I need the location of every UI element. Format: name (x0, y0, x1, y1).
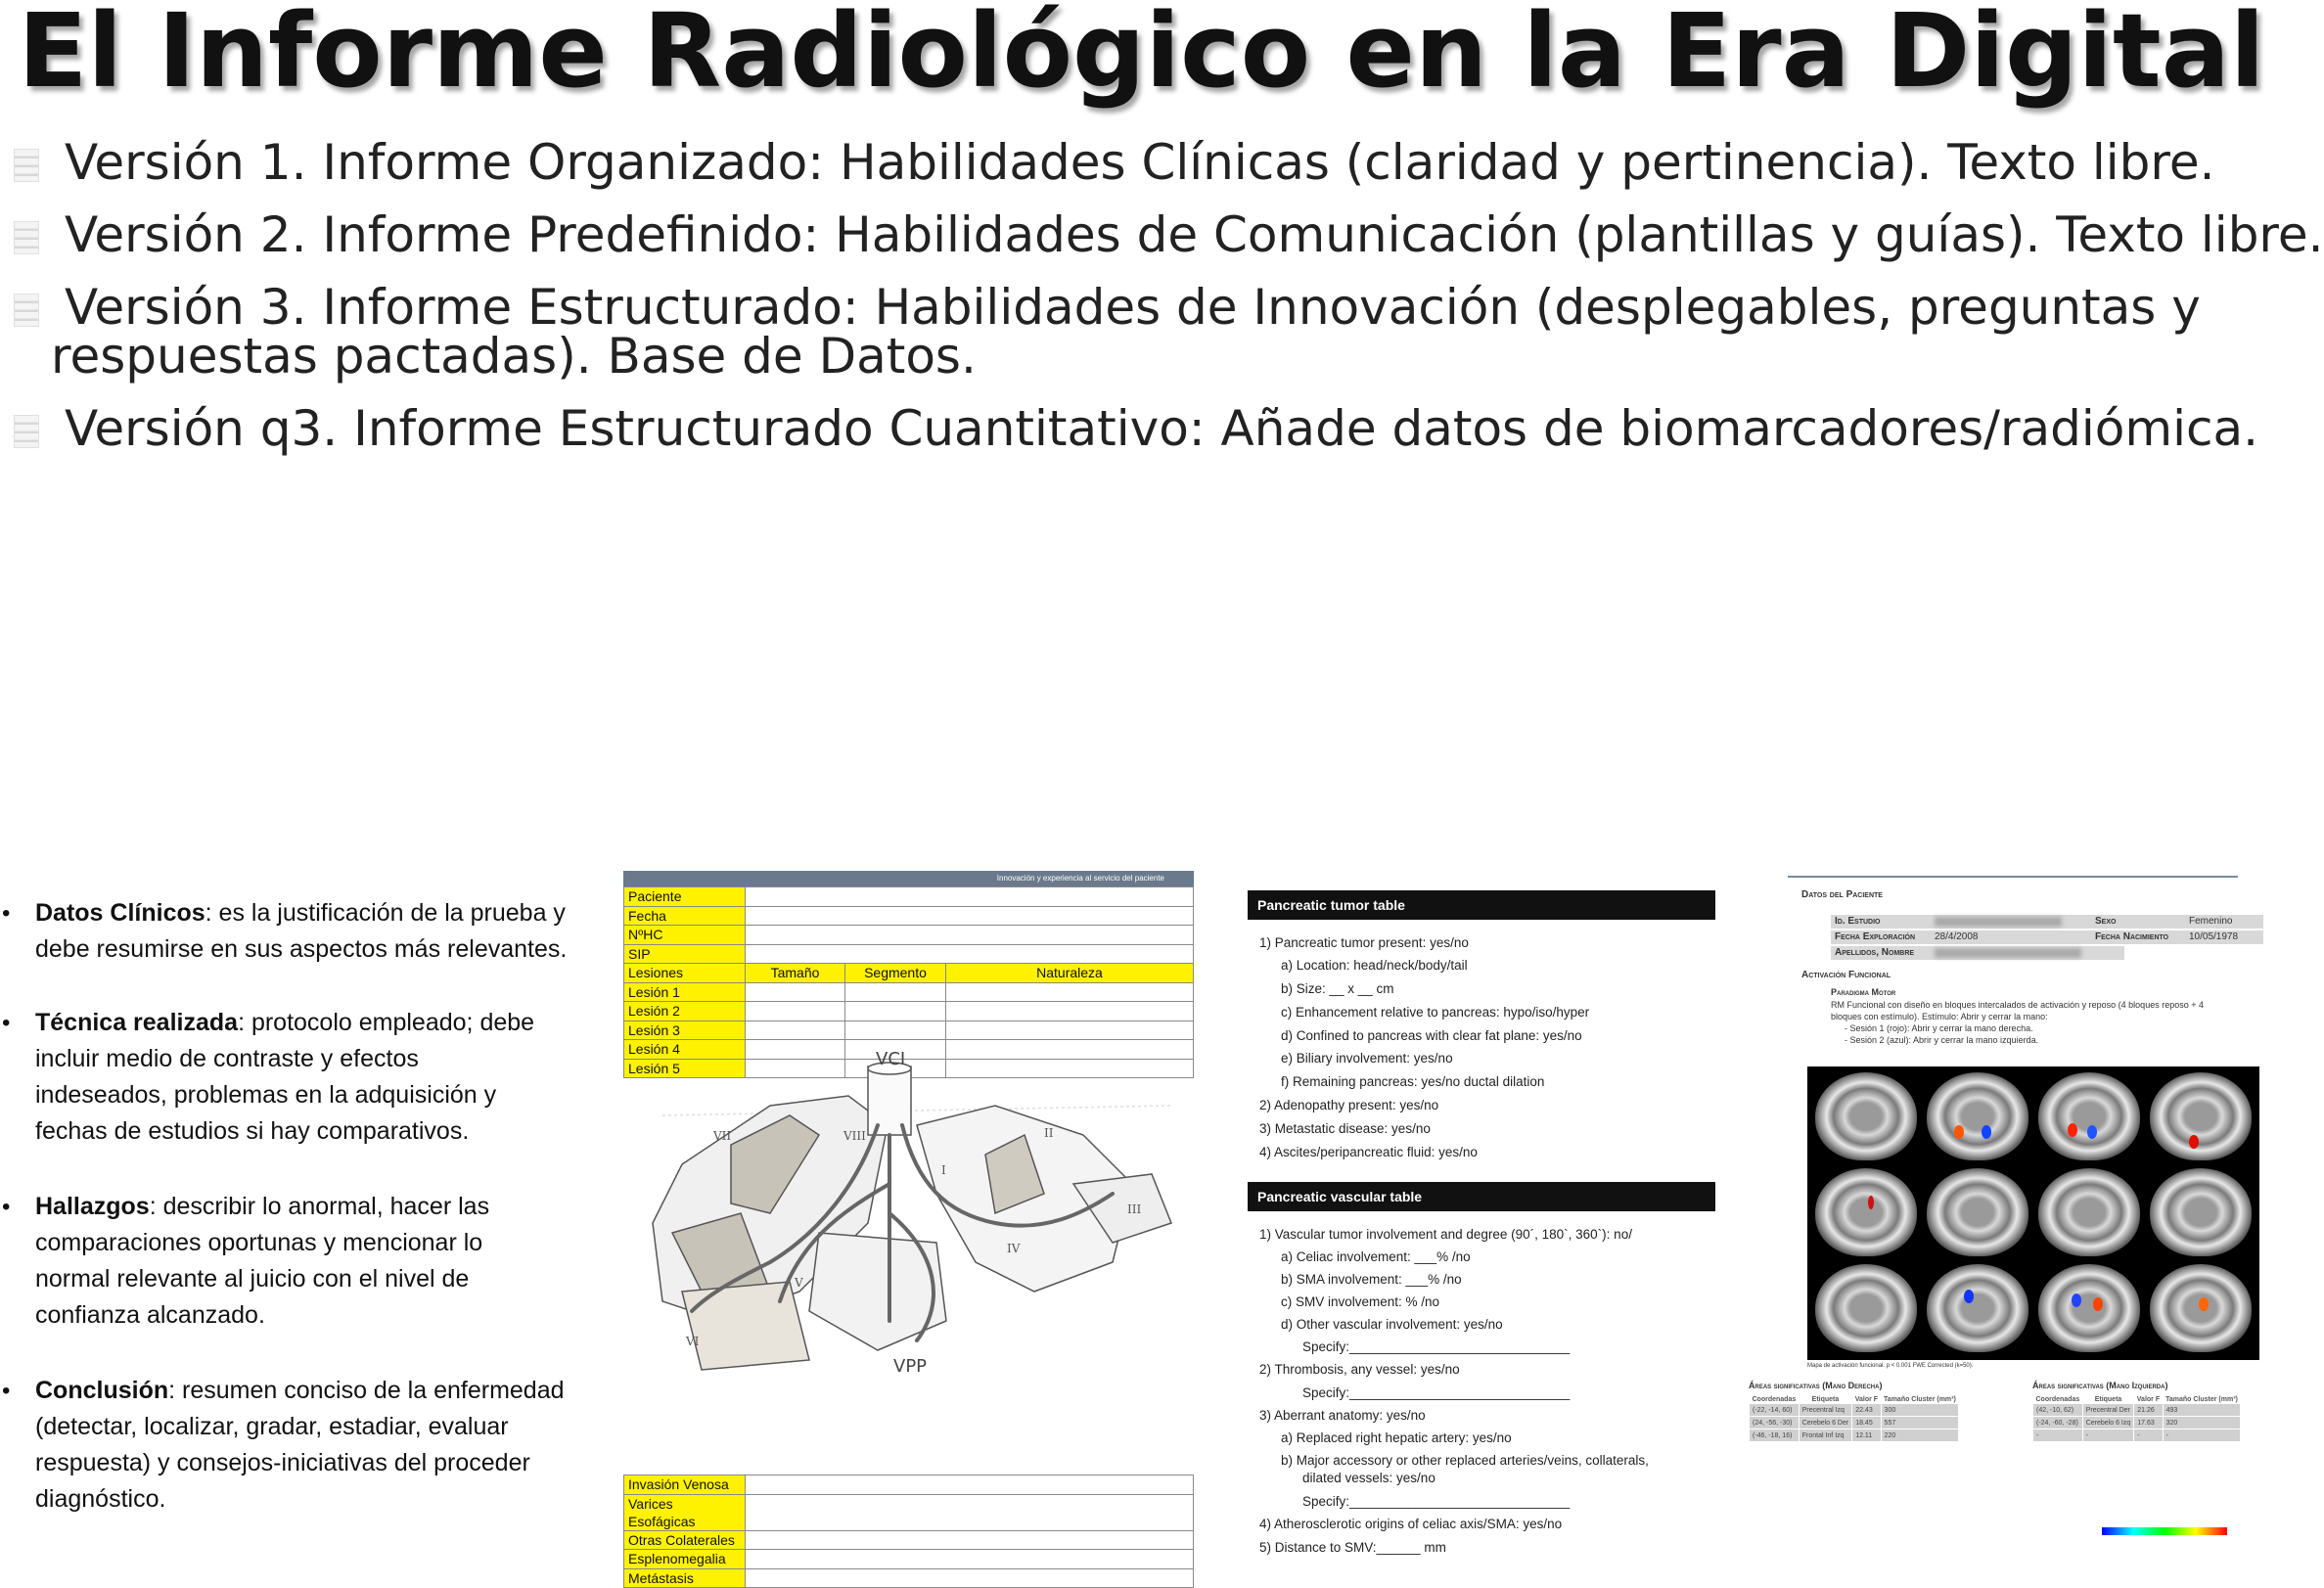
field-label-name: Apellidos, Nombre (1835, 947, 1915, 958)
vascular-line: d) Other vascular involvement: yes/no (1281, 1317, 1503, 1332)
vascular-line: Specify:______________________________ (1302, 1385, 1571, 1400)
form-label-sip: SIP (624, 944, 746, 964)
bullet-dot-icon: • (2, 1010, 11, 1036)
vascular-line: c) SMV involvement: % /no (1281, 1294, 1440, 1309)
vascular-line: 2) Thrombosis, any vessel: yes/no (1259, 1362, 1460, 1377)
segment-label: V (795, 1276, 803, 1290)
bullet-version-q3: Versión q3. Informe Estructurado Cuantitativo: Añade datos de biomarcadores/radiómica. (65, 400, 2259, 457)
field-value-birthdate: 10/05/1978 (2189, 931, 2239, 942)
form-cell[interactable] (746, 1475, 1194, 1495)
form-label-patient: Paciente (624, 887, 746, 907)
field-value-exam-date: 28/4/2008 (1935, 931, 1979, 942)
fmri-brain-grid (1807, 1066, 2259, 1360)
form-label-lesion-1: Lesión 1 (624, 982, 746, 1002)
tumor-line: d) Confined to pancreas with clear fat plane: yes/no (1281, 1028, 1582, 1043)
form-field-sip[interactable] (746, 944, 1194, 964)
vascular-line: dilated vessels: yes/no (1302, 1471, 1435, 1485)
slide-title: El Informe Radiológico en la Era Digital (18, 0, 2265, 111)
vascular-line: 1) Vascular tumor involvement and degree (90´, 180`, 360`): no/ (1259, 1227, 1632, 1242)
form-cell[interactable] (746, 1550, 1194, 1569)
vascular-line: a) Replaced right hepatic artery: yes/no (1281, 1430, 1512, 1445)
report-sections-panel (0, 895, 607, 1531)
form-label-venous-invasion: Invasión Venosa (624, 1475, 746, 1495)
paradigm-header: Paradigma Motor (1831, 987, 1896, 997)
table-left-hand: Coordenadas Etiqueta Valor F Tamaño Cluster (mm³) (42, -10, 62) Precentral Der 21.26 493 (-24, -60, -28) Cerebelo 6 Izq 17.63 320 - - - - (2032, 1396, 2241, 1442)
field-label-sex: Sexo (2095, 916, 2117, 927)
activation-colorbar (2101, 1526, 2228, 1536)
form-cell[interactable] (946, 1040, 1194, 1060)
redacted-name (1935, 948, 2081, 958)
form-cell[interactable] (845, 1021, 946, 1040)
form-cell[interactable] (845, 982, 946, 1002)
form-cell[interactable] (746, 1021, 845, 1040)
diagram-label-vpp: VPP (893, 1356, 928, 1377)
quantitative-report-panel (1749, 876, 2283, 1573)
form-col-segment: Segmento (845, 964, 946, 983)
tumor-line: 4) Ascites/peripancreatic fluid: yes/no (1259, 1145, 1478, 1159)
section-clinical-data: • Datos Clínicos: es la justificación de la prueba y debe resumirse en sus aspectos más relevantes. (35, 895, 603, 968)
form-cell[interactable] (746, 1494, 1194, 1530)
form-label-splenomegaly: Esplenomegalia (624, 1550, 746, 1569)
form-cell[interactable] (746, 1530, 1194, 1550)
vascular-line: b) Major accessory or other replaced arteries/veins, collaterals, (1281, 1453, 1649, 1468)
vascular-line: 4) Atherosclerotic origins of celiac axis/SMA: yes/no (1259, 1517, 1563, 1531)
form-field-hc[interactable] (746, 926, 1194, 945)
form-cell[interactable] (946, 1002, 1194, 1021)
paradigm-description: RM Funcional con diseño en bloques intercalados de activación y reposo (4 bloques reposo + 4 (1831, 1000, 2204, 1010)
figure-caption: Mapa de activación funcional. p < 0.001 FWE Corrected (k=50). (1807, 1363, 1974, 1369)
form-cell[interactable] (946, 982, 1194, 1002)
form-label-esophageal-varices: Varices Esofágicas (624, 1494, 746, 1530)
segment-label: VI (686, 1335, 700, 1348)
patient-data-header: Datos del Paciente (1801, 889, 1883, 900)
form-label-lesions: Lesiones (624, 964, 746, 983)
paradigm-description: bloques con estímulo). Estímulo: Abrir y cerrar la mano: (1831, 1012, 2048, 1021)
bullet-dot-icon: • (2, 1194, 11, 1220)
segment-label: VIII (843, 1129, 866, 1143)
field-label-exam-date: Fecha Exploración (1835, 931, 1916, 942)
section-findings: • Hallazgos: describir lo anormal, hacer las comparaciones oportunas y mencionar lo normal relevante al juicio con el nivel de confianza alcanzado. (35, 1189, 603, 1334)
field-label-study-id: Id. Estudio (1835, 916, 1881, 927)
vascular-line: Specify:______________________________ (1302, 1494, 1571, 1509)
form-col-nature: Naturaleza (946, 964, 1194, 983)
form-label-date: Fecha (624, 906, 746, 926)
diagram-label-vci: VCI (876, 1049, 906, 1069)
vascular-line: 3) Aberrant anatomy: yes/no (1259, 1408, 1426, 1423)
tumor-line: 3) Metastatic disease: yes/no (1259, 1121, 1431, 1136)
form-field-date[interactable] (746, 906, 1194, 926)
section-technique: • Técnica realizada: protocolo empleado; debe incluir medio de contraste y efectos indeseados, problemas en la adquisición y fechas de estudios si hay comparativos. (35, 1005, 603, 1150)
vascular-table-title: Pancreatic vascular table (1248, 1182, 1715, 1211)
segment-label: II (1044, 1126, 1054, 1140)
vascular-line: a) Celiac involvement: ___% /no (1281, 1249, 1471, 1264)
section-conclusion: • Conclusión: resumen conciso de la enfermedad (detectar, localizar, gradar, estadiar, evaluar respuesta) y consejos-iniciativas del proceder diagnóstico. (35, 1373, 603, 1518)
segment-label: VII (713, 1129, 732, 1143)
form-label-lesion-2: Lesión 2 (624, 1002, 746, 1021)
form-top-table (623, 886, 1194, 1078)
field-label-birthdate: Fecha Nacimiento (2095, 931, 2169, 942)
header-rule (1788, 876, 2238, 878)
segment-label: III (1127, 1202, 1142, 1216)
form-col-size: Tamaño (746, 964, 845, 983)
form-label-lesion-5: Lesión 5 (624, 1059, 746, 1078)
bullet-version-2: Versión 2. Informe Predefinido: Habilidades de Comunicación (plantillas y guías). Texto libre. (65, 206, 2324, 263)
tumor-line: f) Remaining pancreas: yes/no ductal dilation (1281, 1074, 1545, 1089)
vascular-line: Specify:______________________________ (1302, 1339, 1571, 1354)
form-cell[interactable] (946, 1021, 1194, 1040)
tumor-line: b) Size: __ x __ cm (1281, 981, 1394, 996)
bullet-marker-icon (14, 149, 39, 182)
tumor-line: 1) Pancreatic tumor present: yes/no (1259, 935, 1469, 950)
field-value-sex: Femenino (2189, 916, 2233, 927)
bullet-version-3: Versión 3. Informe Estructurado: Habilidades de Innovación (desplegables, preguntas y (65, 279, 2201, 336)
form-cell[interactable] (746, 1002, 845, 1021)
form-cell[interactable] (746, 1568, 1194, 1588)
bullet-marker-icon (14, 415, 39, 448)
form-cell[interactable] (845, 1002, 946, 1021)
segment-label: I (941, 1163, 946, 1177)
form-label-lesion-3: Lesión 3 (624, 1021, 746, 1040)
form-label-hc: NºHC (624, 926, 746, 945)
form-label-collaterals: Otras Colaterales (624, 1530, 746, 1550)
pancreatic-tables-panel (1248, 890, 1717, 1575)
table-right-hand: Coordenadas Etiqueta Valor F Tamaño Cluster (mm³) (-22, -14, 60) Precentral Izq 22.43 300 (24, -56, -30) Cerebelo 6 Der 18.45 557 (-46, -18, 16) Frontal Inf Izq 12.11 220 (1749, 1396, 1959, 1442)
tumor-line: e) Biliary involvement: yes/no (1281, 1051, 1453, 1066)
form-field-patient[interactable] (746, 887, 1194, 907)
session-2: - Sesión 2 (azul): Abrir y cerrar la mano izquierda. (1845, 1035, 2039, 1045)
bullet-marker-icon (14, 221, 39, 254)
form-bottom-table (623, 1475, 1194, 1588)
redacted-study-id (1935, 917, 2062, 927)
bullet-marker-icon (14, 294, 39, 327)
functional-activation-header: Activación Funcional (1801, 970, 1891, 980)
form-cell[interactable] (746, 1040, 845, 1060)
tumor-line: 2) Adenopathy present: yes/no (1259, 1098, 1439, 1112)
bullet-dot-icon: • (2, 900, 11, 927)
vascular-line: 5) Distance to SMV:______ mm (1259, 1540, 1446, 1555)
form-label-lesion-4: Lesión 4 (624, 1040, 746, 1060)
table-left-hand-title: Áreas significativas (Mano Izquierda) (2032, 1381, 2168, 1390)
tumor-table-title: Pancreatic tumor table (1248, 890, 1715, 920)
tumor-line: c) Enhancement relative to pancreas: hypo/iso/hyper (1281, 1005, 1590, 1020)
form-label-metastasis: Metástasis (624, 1568, 746, 1588)
vascular-line: b) SMA involvement: ___% /no (1281, 1272, 1462, 1287)
tumor-line: a) Location: head/neck/body/tail (1281, 958, 1468, 973)
bullet-version-3-continuation: respuestas pactadas). Base de Datos. (51, 328, 977, 385)
segment-label: IV (1007, 1242, 1021, 1255)
bullet-version-1: Versión 1. Informe Organizado: Habilidades Clínicas (claridad y pertinencia). Texto libre. (65, 134, 2215, 191)
form-banner: Innovación y experiencia al servicio del paciente (623, 871, 1194, 886)
predefined-form-panel (623, 871, 1194, 1586)
session-1: - Sesión 1 (rojo): Abrir y cerrar la mano derecha. (1845, 1023, 2033, 1033)
form-cell[interactable] (746, 982, 845, 1002)
bullet-dot-icon: • (2, 1378, 11, 1404)
table-right-hand-title: Áreas significativas (Mano Derecha) (1749, 1381, 1883, 1390)
